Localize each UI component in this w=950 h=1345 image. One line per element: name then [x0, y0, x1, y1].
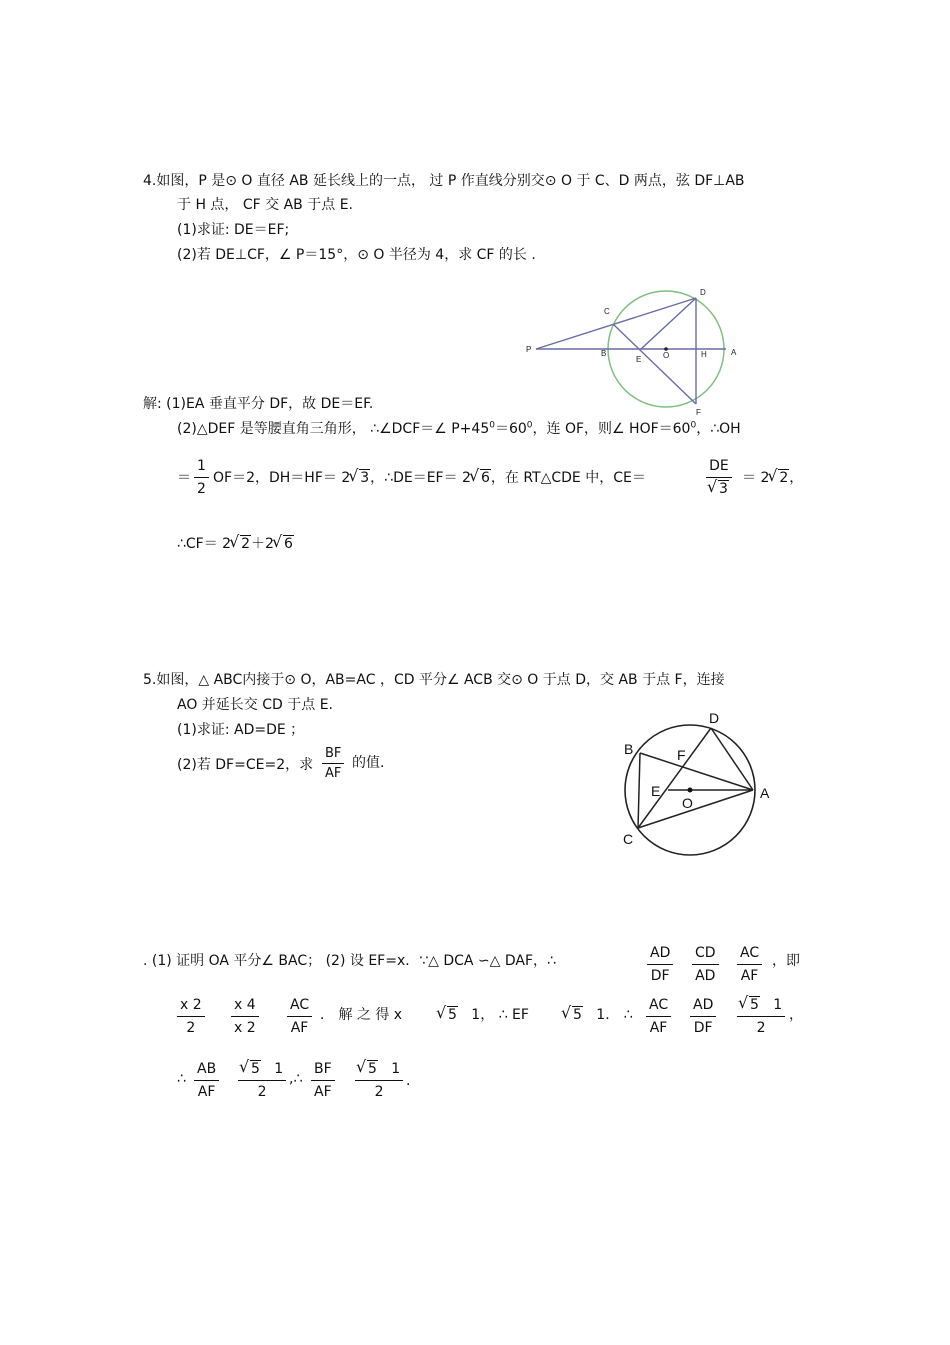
p5-frac2-ac-af: AC AF — [287, 995, 312, 1038]
p4-frac-ce: DE √ 3 — [706, 456, 732, 499]
p5-line2: AO 并延长交 CD 于点 E. — [177, 697, 334, 713]
p5-sol-comma: ， — [789, 1007, 803, 1023]
p5-q2a: (2)若 DF=CE=2，求 — [177, 757, 314, 773]
p5-sol-therefore2: ,∴ — [289, 1071, 303, 1087]
p5-frac3-ac-af: AC AF — [646, 995, 671, 1038]
p4-line1: 4.如图，P 是⊙ O 直径 AB 延长线上的一点， 过 P 作直线分别交⊙ O 于 C、D 两点，弦 DF⊥AB — [143, 173, 745, 189]
p5-frac-x2-2: x 2 2 — [177, 995, 205, 1038]
p4-sol1: 解: (1)EA 垂直平分 DF，故 DE＝EF. — [143, 396, 374, 412]
p5-label-C: C — [623, 831, 634, 847]
p5-label-E: E — [651, 783, 661, 799]
p4-label-D: D — [700, 288, 706, 297]
p5-sol-ef-value: √ 5 1． ∴ — [563, 1006, 633, 1024]
p5-sol-period: . — [406, 1073, 411, 1089]
p4-label-O: O — [663, 351, 670, 360]
p5-frac-x4-x2: x 4 x 2 — [231, 995, 259, 1038]
p5-label-O: O — [682, 795, 693, 811]
p5-line-CD — [638, 728, 711, 828]
p5-sol-ji: ，即 — [772, 953, 800, 969]
p4-sol2: (2)△DEF 是等腰直角三角形， ∴∠DCF＝∠ $P+45^0=60^0$，连 OF，则∠ $HOF=60^0$，∴OH — [177, 420, 741, 437]
p5-frac3-ad-df: AD DF — [690, 995, 716, 1038]
p4-sol3-end: ＝ 2√ 2， — [742, 469, 803, 487]
p4-cf-answer: ∴CF＝ 2√ 2＋2√ 6 — [177, 535, 294, 553]
p5-line-BC — [638, 753, 640, 828]
p5-label-D: D — [709, 710, 720, 726]
p5-q1: (1)求证: AD=DE ； — [177, 722, 305, 738]
p4-label-A: A — [731, 348, 737, 357]
p5-frac-root5-1-2: √ 5 1 2 — [737, 995, 785, 1038]
p4-label-H: H — [701, 350, 707, 359]
p5-sol-line1: . (1) 证明 OA 平分∠ BAC； (2) 设 EF=x．∵△ DCA ∽△ DAF，∴ — [143, 953, 556, 969]
p4-frac-half: 1 2 — [194, 456, 209, 499]
p4-label-F: F — [696, 408, 701, 417]
p5-label-A: A — [760, 785, 770, 801]
p5-frac-ad-df: AD DF — [647, 943, 673, 986]
p5-sol-line2a: ． 解 之 得 x — [320, 1007, 403, 1023]
p5-frac-cd-ad: CD AD — [692, 943, 719, 986]
p4-line-ED — [641, 298, 696, 349]
p5-label-B: B — [624, 741, 634, 757]
p5-label-F: F — [677, 747, 686, 763]
p5-frac-ac-af: AC AF — [737, 943, 762, 986]
p4-line2: 于 H 点， CF 交 AB 于点 E. — [177, 197, 353, 213]
p4-label-C: C — [604, 307, 610, 316]
p4-sol3: OF＝2，DH＝HF＝ 2√ 3，∴DE＝EF＝ 2√ 6，在 RT△CDE 中，CE＝ — [213, 469, 646, 487]
p4-label-E: E — [636, 355, 642, 364]
p4-line-PD — [536, 298, 696, 349]
p5-frac-bf-af: BF AF — [311, 1059, 335, 1102]
p5-sol-x-value: √ 5 1， ∴ EF — [438, 1006, 529, 1024]
p4-q2: (2)若 DE⊥CF，∠ P＝15°，⊙ O 半径为 4，求 CF 的长 . — [177, 247, 536, 263]
p4-q1: (1)求证: DE＝EF; — [177, 222, 290, 238]
p5-center-dot — [688, 788, 693, 793]
p4-label-B: B — [601, 349, 607, 358]
p5-frac-ab-value: √ 5 1 2 — [238, 1059, 286, 1102]
p5-sol-therefore: ∴ — [177, 1071, 186, 1087]
p5-frac-ab-af: AB AF — [194, 1059, 219, 1102]
p4-label-P: P — [526, 345, 532, 354]
p4-eq-prefix: ＝ — [177, 470, 191, 486]
p5-q2-frac: BF AF — [322, 745, 344, 782]
p5-diagram — [610, 708, 780, 858]
p5-q2b: 的值. — [352, 755, 385, 771]
p5-line1: 5.如图，△ ABC内接于⊙ O，AB=AC ，CD 平分∠ ACB 交⊙ O 于点 D，交 AB 于点 F，连接 — [143, 672, 725, 688]
p4-diagram — [520, 282, 760, 422]
p5-frac-bf-value: √ 5 1 2 — [355, 1059, 403, 1102]
